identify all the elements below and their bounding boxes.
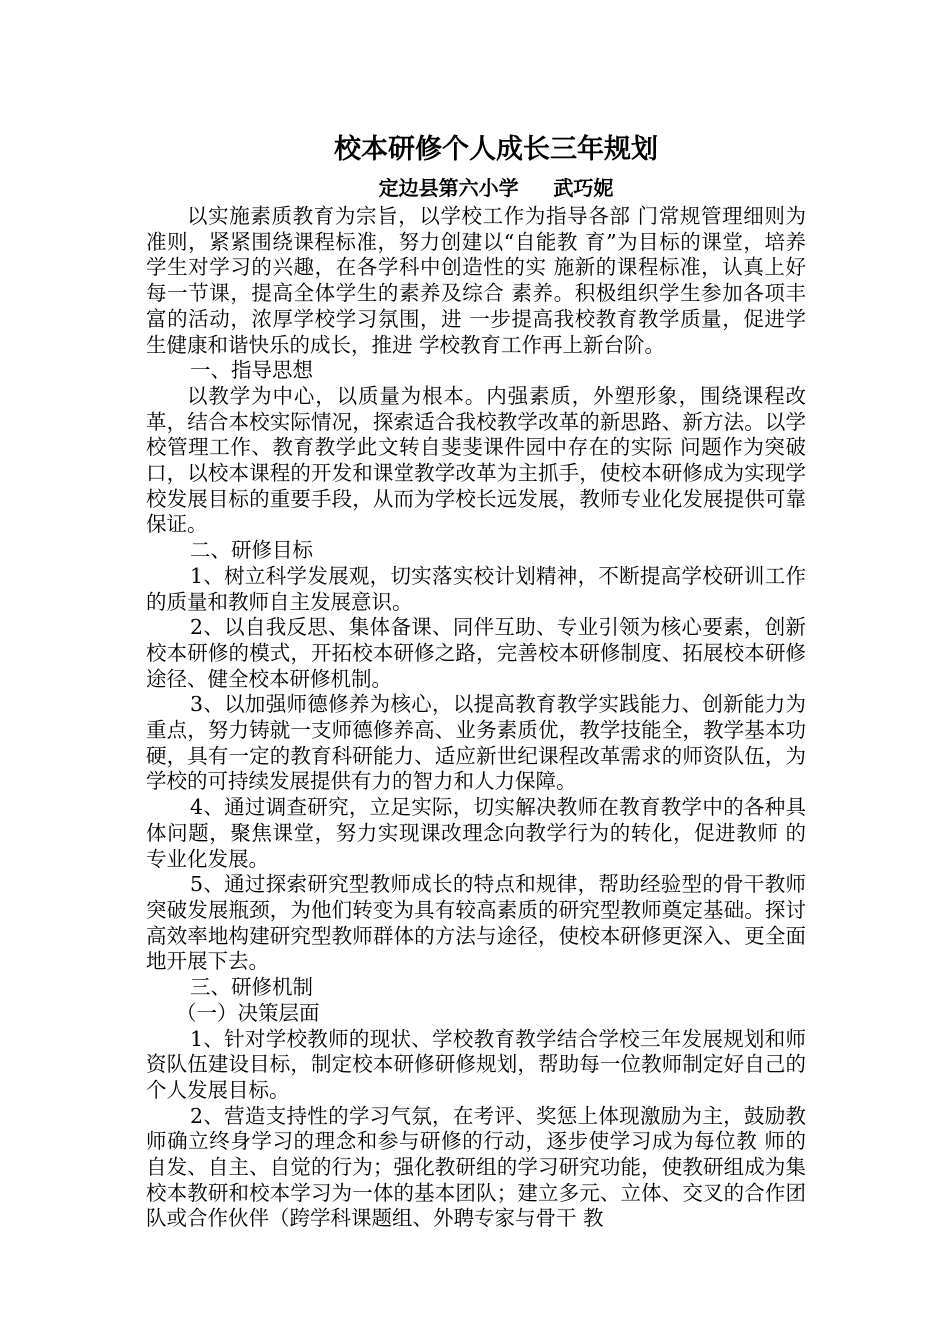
- goal-item-3: 3、以加强师德修养为核心，以提高教育教学实践能力、创新能力为重点，努力铸就一支师德修养高、业务素质优，教学技能全，教学基本功硬，具有一定的教育科研能力、适应新世纪课程改革需求的师资队伍，为学校的可持续发展提供有力的智力和人力保障。: [146, 692, 806, 794]
- author-line: 定边县第六小学 武巧妮: [378, 176, 614, 200]
- subsection-heading-decision-level: （一）决策层面: [176, 1000, 320, 1025]
- document-page: [146, 128, 806, 1232]
- section-heading-training-goals: 二、研修目标: [190, 538, 313, 563]
- document-body: [146, 204, 806, 1232]
- guiding-ideology-paragraph: 以教学为中心，以质量为根本。内强素质，外塑形象，围绕课程改革，结合本校实际情况，探索适合我校教学改革的新思路、新方法。以学校管理工作、教育教学此文转自斐斐课件园中存在的实际 问题作为突破口，以校本课程的开发和课堂教学改革为主抓手，使校本研修成为实现学校发展目标的重要手段，从而为学校长远发展，教师专业化发展提供可靠保证。: [146, 383, 806, 537]
- goal-item-4: 4、通过调查研究，立足实际，切实解决教师在教育教学中的各种具 体问题，聚焦课堂，努力实现课改理念向教学行为的转化，促进教师 的专业化发展。: [146, 795, 806, 871]
- goal-item-5: 5、通过探索研究型教师成长的特点和规律，帮助经验型的骨干教师突破发展瓶颈，为他们转变为具有较高素质的研究型教师奠定基础。探讨高效率地构建研究型教师群体的方法与途径，使校本研修更深入、更全面地开展下去。: [146, 872, 806, 974]
- section-heading-guiding-ideology: 一、指导思想: [190, 358, 313, 383]
- section-heading-mechanism: 三、研修机制: [190, 975, 313, 1000]
- mechanism-item-1: 1、针对学校教师的现状、学校教育教学结合学校三年发展规划和师 资队伍建设目标，制定校本研修研修规划，帮助每一位教师制定好自己的个人发展目标。: [146, 1026, 806, 1102]
- intro-paragraph: 以实施素质教育为宗旨，以学校工作为指导各部 门常规管理细则为准则，紧紧围绕课程标准，努力创建以“自能教 育”为目标的课堂，培养学生对学习的兴趣，在各学科中创造性的实 施新的课程标准，认真上好每一节课，提高全体学生的素养及综合 素养。积极组织学生参加各项丰富的活动，浓厚学校学习氛围，进 一步提高我校教育教学质量，促进学生健康和谐快乐的成长，推进 学校教育工作再上新台阶。: [146, 204, 806, 357]
- goal-item-2: 2、以自我反思、集体备课、同伴互助、专业引领为核心要素，创新校本研修的模式，开拓校本研修之路，完善校本研修制度、拓展校本研修途径、健全校本研修机制。: [146, 615, 806, 691]
- document-title: 校本研修个人成长三年规划: [334, 134, 658, 165]
- goal-item-1: 1、树立科学发展观，切实落实校计划精神，不断提高学校研训工作 的质量和教师自主发展意识。: [146, 563, 806, 614]
- mechanism-item-2: 2、营造支持性的学习气氛，在考评、奖惩上体现激励为主，鼓励教 师确立终身学习的理念和参与研修的行动，逐步使学习成为每位教 师的自发、自主、自觉的行为；强化教研组的学习研究功能，使教研组成为集校本教研和校本学习为一体的基本团队；建立多元、立体、交叉的合作团队或合作伙伴（跨学科课题组、外聘专家与骨干 教: [146, 1103, 806, 1231]
